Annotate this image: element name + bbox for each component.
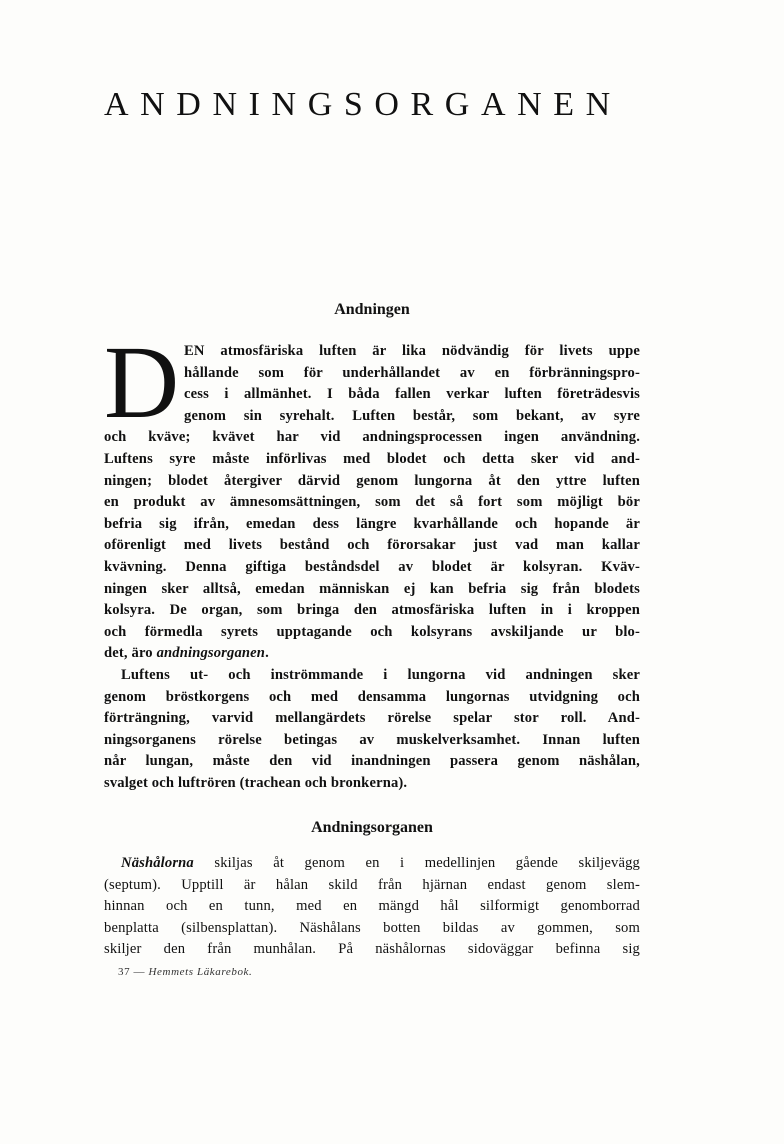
- text-line: (septum). Upptill är hålan skild från hjärnan endast genom slem-: [104, 876, 640, 893]
- italic-term: andningsorganen: [156, 645, 266, 662]
- text-line: kolsyra. De organ, som bringa den atmosfäriska luften in i kroppen: [104, 602, 640, 619]
- text-line: skiljer den från munhålan. På näshålornas sidoväggar befinna sig: [104, 941, 640, 958]
- section-andningsorganen-text: [104, 853, 640, 961]
- text-line: genom bröstkorgens och med densamma lungornas utvidgning och: [104, 688, 640, 705]
- text-line: Luftens ut- och inströmmande i lungorna vid andningen sker: [121, 666, 640, 683]
- page-footer: [118, 966, 252, 978]
- section-andningen-text: [104, 325, 640, 794]
- italic-term: Näshålorna: [121, 855, 194, 871]
- text-line: oförenligt med livets bestånd och förorsakar just vad man kallar: [104, 537, 640, 554]
- text-line: [104, 643, 640, 665]
- page-reference: 37 —: [118, 966, 149, 978]
- section-heading-andningsorganen: Andningsorganen: [311, 819, 433, 836]
- text-line: hållande som för underhållandet av en förbränningspro-: [184, 364, 640, 381]
- text-line: cess i allmänhet. I båda fallen verkar luften företrädesvis: [184, 386, 640, 403]
- text-line: ningen; blodet återgiver därvid genom lungorna åt den yttre luften: [104, 472, 640, 489]
- text-line: befria sig ifrån, emedan dess längre kvarhållande och hopande är: [104, 515, 640, 532]
- text-line: EN atmosfäriska luften är lika nödvändig för livets uppe: [184, 343, 640, 359]
- section-heading-andningen: Andningen: [334, 301, 410, 318]
- text-run: skiljas åt genom en i medellinjen gående skiljevägg: [193, 855, 640, 871]
- text-line: svalget och luftrören (trachean och bronkerna).: [104, 774, 408, 791]
- text-line: en produkt av ämnesomsättningen, som det så fort som möjligt bör: [104, 494, 640, 511]
- text-line: benplatta (silbensplattan). Näshålans botten bildas av gommen, som: [104, 919, 640, 936]
- text-line: kvävning. Denna giftiga beståndsdel av blodet är kolsyran. Kväv-: [104, 558, 640, 575]
- text-line: förträngning, varvid mellangärdets rörelse spelar stor roll. And-: [104, 710, 640, 727]
- text-line: ningen sker alltså, emedan människan ej kan befria sig från blodets: [104, 580, 640, 597]
- chapter-title: ANDNINGSORGANEN: [104, 86, 622, 123]
- text-line: [104, 853, 640, 875]
- drop-cap: D: [104, 325, 180, 440]
- text-line: Luftens syre måste införlivas med blodet och detta sker vid and-: [104, 450, 640, 467]
- text-line: genom sin syrehalt. Luften består, som bekant, av syre: [184, 407, 640, 424]
- text-line: och förmedla syrets upptagande och kolsyrans avskiljande ur blo-: [104, 623, 640, 640]
- text-line: hinnan och en tunn, med en mängd hål silformigt genomborrad: [104, 898, 640, 915]
- text-run: det, äro: [104, 645, 157, 662]
- text-line: ningsorganens rörelse betingas av muskelverksamhet. Innan luften: [104, 731, 640, 748]
- text-line: och kväve; kvävet har vid andningsprocessen ingen användning.: [104, 429, 640, 446]
- text-line: når lungan, måste den vid inandningen passera genom näshålan,: [104, 753, 640, 770]
- book-title: Hemmets Läkarebok.: [148, 966, 253, 978]
- text-run: .: [265, 645, 269, 662]
